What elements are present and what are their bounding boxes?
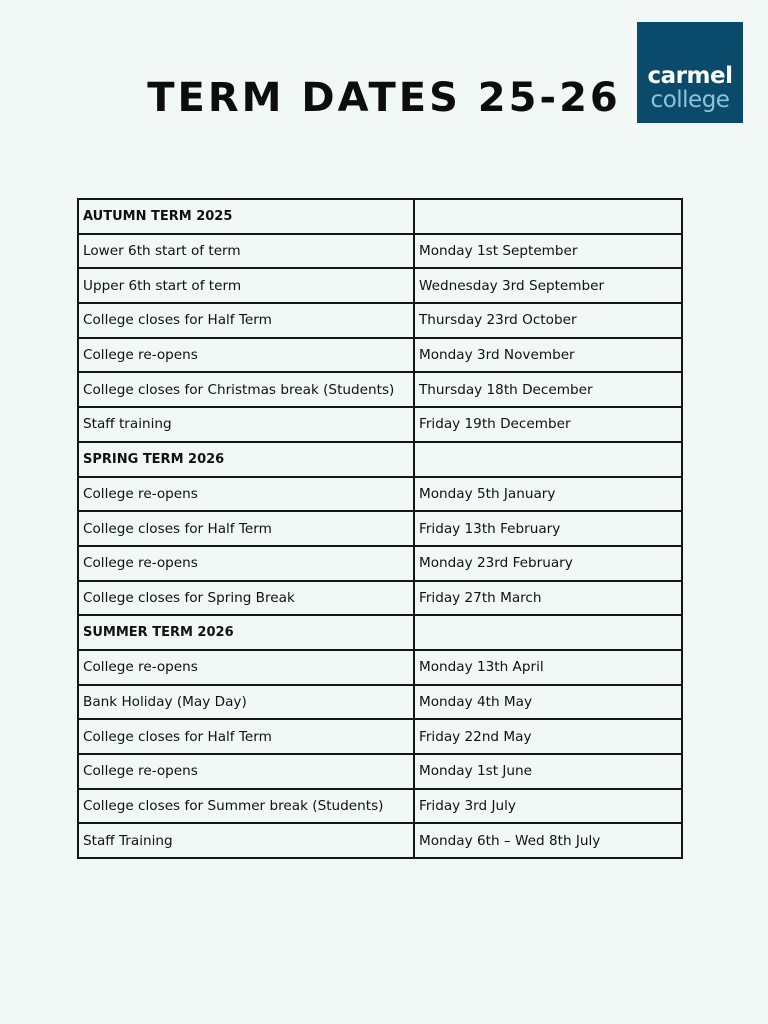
- table-row: [78, 303, 682, 338]
- event-cell: College closes for Summer break (Students): [78, 789, 414, 824]
- event-cell: Staff training: [78, 407, 414, 442]
- logo-text-carmel: carmel: [647, 63, 733, 89]
- logo-text-college: college: [650, 87, 730, 113]
- carmel-college-logo: [637, 22, 743, 123]
- term-heading-cell: SPRING TERM 2026: [78, 442, 414, 477]
- event-cell: College closes for Half Term: [78, 303, 414, 338]
- date-cell: Friday 27th March: [414, 581, 682, 616]
- event-cell: College closes for Half Term: [78, 511, 414, 546]
- event-cell: College closes for Christmas break (Students): [78, 372, 414, 407]
- event-cell: College re-opens: [78, 477, 414, 512]
- term-heading-row: [78, 615, 682, 650]
- table-row: [78, 581, 682, 616]
- date-cell: Monday 3rd November: [414, 338, 682, 373]
- table-row: [78, 234, 682, 269]
- table-row: [78, 754, 682, 789]
- term-heading-cell: SUMMER TERM 2026: [78, 615, 414, 650]
- date-cell: [414, 615, 682, 650]
- term-heading-cell: AUTUMN TERM 2025: [78, 199, 414, 234]
- date-cell: Monday 1st June: [414, 754, 682, 789]
- table-row: [78, 338, 682, 373]
- event-cell: Staff Training: [78, 823, 414, 858]
- table-row: [78, 823, 682, 858]
- date-cell: Monday 5th January: [414, 477, 682, 512]
- date-cell: Thursday 23rd October: [414, 303, 682, 338]
- event-cell: Lower 6th start of term: [78, 234, 414, 269]
- date-cell: Monday 4th May: [414, 685, 682, 720]
- term-dates-table: [77, 198, 683, 859]
- date-cell: [414, 199, 682, 234]
- date-cell: Friday 22nd May: [414, 719, 682, 754]
- date-cell: Monday 13th April: [414, 650, 682, 685]
- table-row: [78, 372, 682, 407]
- date-cell: Monday 23rd February: [414, 546, 682, 581]
- date-cell: Monday 6th – Wed 8th July: [414, 823, 682, 858]
- table-row: [78, 477, 682, 512]
- date-cell: Monday 1st September: [414, 234, 682, 269]
- date-cell: Thursday 18th December: [414, 372, 682, 407]
- date-cell: Wednesday 3rd September: [414, 268, 682, 303]
- event-cell: Upper 6th start of term: [78, 268, 414, 303]
- date-cell: Friday 19th December: [414, 407, 682, 442]
- table-row: [78, 650, 682, 685]
- table-row: [78, 546, 682, 581]
- table-row: [78, 511, 682, 546]
- event-cell: College closes for Half Term: [78, 719, 414, 754]
- event-cell: College re-opens: [78, 546, 414, 581]
- table-row: [78, 268, 682, 303]
- table-row: [78, 407, 682, 442]
- event-cell: College re-opens: [78, 754, 414, 789]
- event-cell: College re-opens: [78, 338, 414, 373]
- table-row: [78, 789, 682, 824]
- date-cell: [414, 442, 682, 477]
- table-row: [78, 719, 682, 754]
- event-cell: College re-opens: [78, 650, 414, 685]
- table-row: [78, 685, 682, 720]
- term-heading-row: [78, 199, 682, 234]
- page-title: TERM DATES 25-26: [147, 74, 621, 121]
- event-cell: College closes for Spring Break: [78, 581, 414, 616]
- event-cell: Bank Holiday (May Day): [78, 685, 414, 720]
- date-cell: Friday 13th February: [414, 511, 682, 546]
- term-heading-row: [78, 442, 682, 477]
- date-cell: Friday 3rd July: [414, 789, 682, 824]
